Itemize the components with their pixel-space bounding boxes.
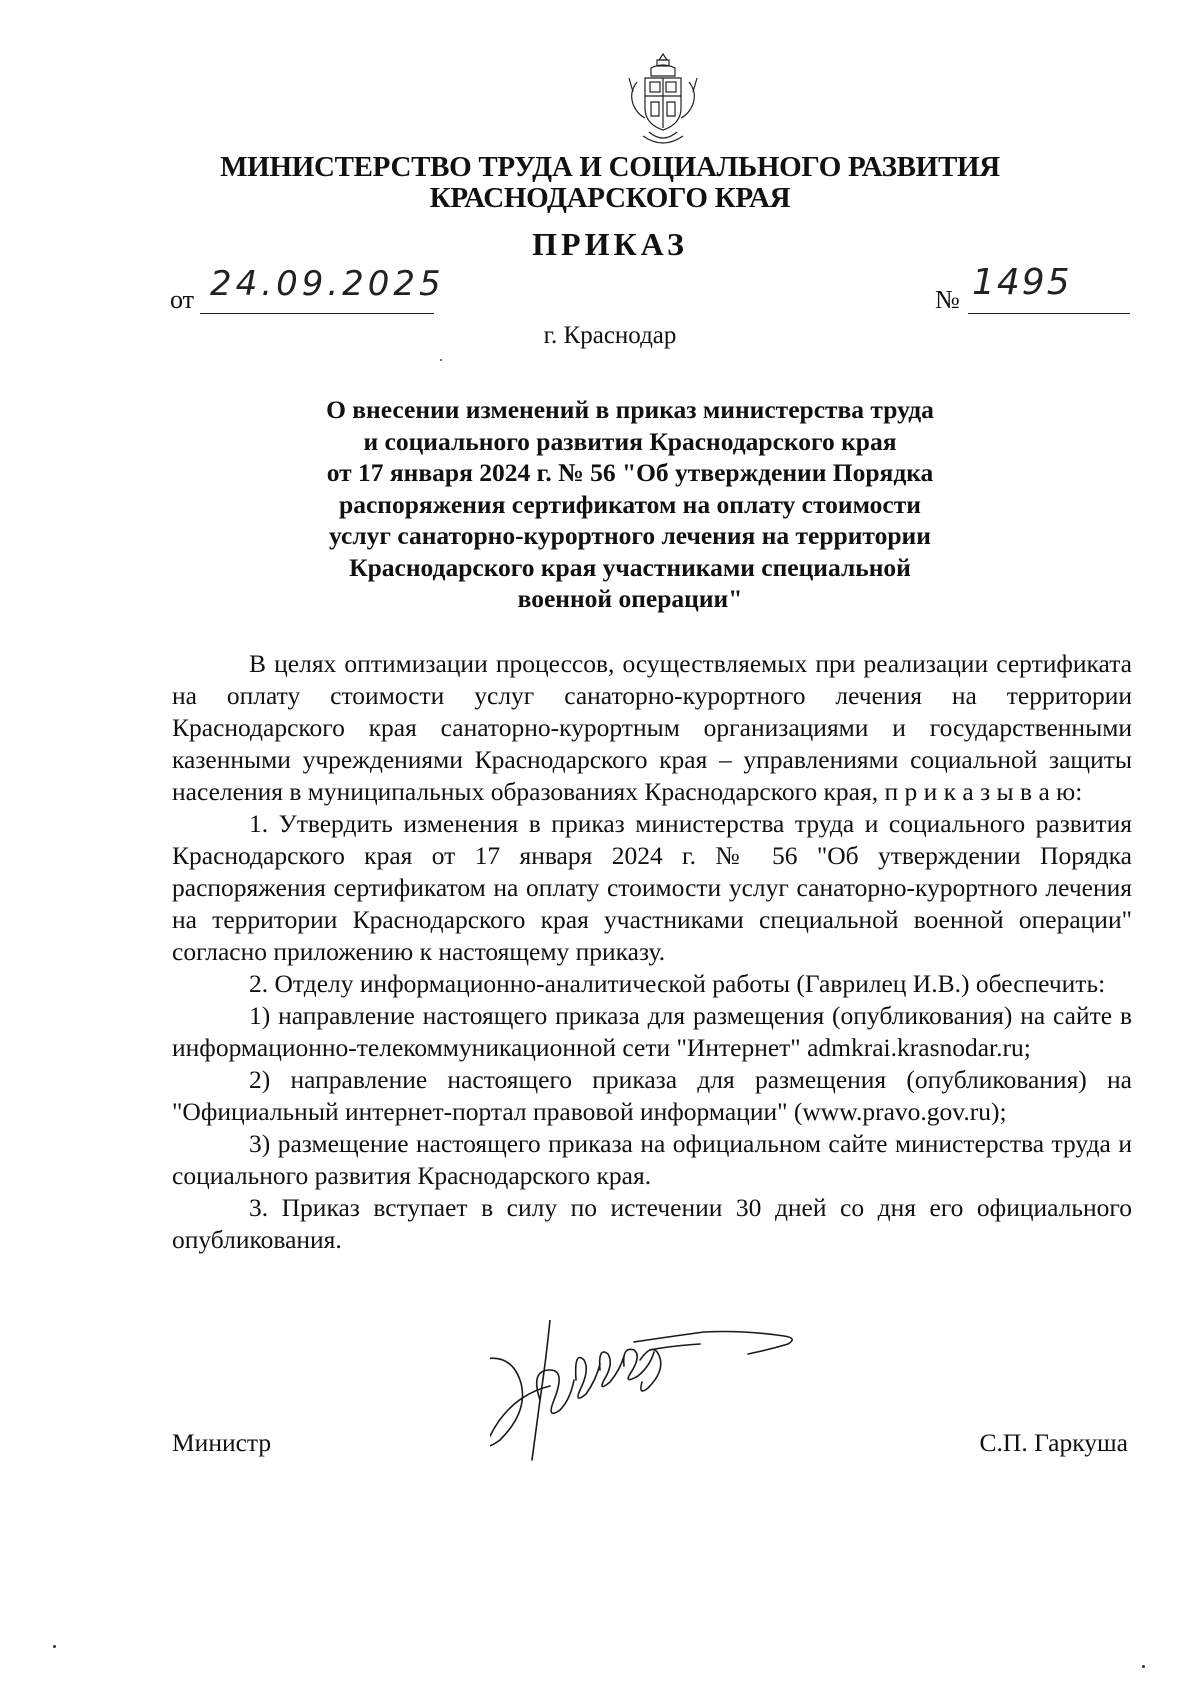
document-body bbox=[172, 648, 1132, 1256]
scan-speck bbox=[1142, 1665, 1145, 1668]
document-number: 1495 bbox=[972, 262, 1072, 303]
signatory-role: Министр bbox=[172, 1428, 272, 1457]
item-2-subitem-2: 2) направление настоящего приказа для размещения (опубликования) на "Официальный интернет-портал правовой информации" (www.pravo.gov.ru); bbox=[172, 1065, 1132, 1126]
date-prefix: от bbox=[170, 285, 195, 314]
document-type: ПРИКАЗ bbox=[532, 226, 688, 262]
handwritten-signature-icon bbox=[490, 1320, 850, 1470]
date-underline bbox=[200, 313, 434, 314]
title-line: Краснодарского края участниками специальной bbox=[349, 552, 911, 582]
title-line: О внесении изменений в приказ министерства труда bbox=[326, 395, 934, 424]
scan-speck bbox=[53, 1645, 56, 1648]
city: г. Краснодар bbox=[543, 322, 677, 349]
preamble-paragraph: В целях оптимизации процессов, осуществляемых при реализации сертификата на оплату стоимости услуг санаторно-курортного лечения на территории Краснодарского края санаторно-курортным организациями и государственными казенными учреждениями Краснодарского края – управлениями социальной защиты населения в муниципальных образованиях Краснодарского края, п р и к а з ы в а ю: bbox=[172, 649, 1132, 806]
item-2-subitem-1: 1) направление настоящего приказа для размещения (опубликования) на сайте в информационно-телекоммуникационной сети "Интернет" admkrai.krasnodar.ru; bbox=[172, 1001, 1132, 1062]
ministry-name-line-2: КРАСНОДАРСКОГО КРАЯ bbox=[429, 182, 791, 214]
title-line: и социального развития Краснодарского края bbox=[363, 426, 897, 456]
title-line: военной операции" bbox=[517, 584, 743, 613]
number-underline bbox=[968, 313, 1130, 314]
document-date: 24.09.2025 bbox=[210, 264, 445, 304]
title-line: услуг санаторно-курортного лечения на территории bbox=[329, 521, 931, 550]
ministry-name-line-1: МИНИСТЕРСТВО ТРУДА И СОЦИАЛЬНОГО РАЗВИТИЯ bbox=[220, 151, 1000, 183]
item-2: 2. Отделу информационно-аналитической работы (Гаврилец И.В.) обеспечить: bbox=[249, 969, 1106, 998]
item-3: 3. Приказ вступает в силу по истечении 30 дней со дня его официального опубликования. bbox=[172, 1193, 1132, 1254]
document-title bbox=[250, 394, 1010, 615]
scan-speck bbox=[440, 359, 442, 361]
krasnodar-coat-of-arms-icon bbox=[623, 52, 703, 147]
item-1: 1. Утвердить изменения в приказ министерства труда и социального развития Краснодарского края от 17 января 2024 г. № 56 "Об утверждении Порядка распоряжения сертификатом на оплату стоимости услуг санаторно-курортного лечения на территории Краснодарского края участниками специальной военной операции" согласно приложению к настоящему приказу. bbox=[172, 809, 1132, 966]
title-line: распоряжения сертификатом на оплату стоимости bbox=[339, 489, 921, 519]
title-line: от 17 января 2024 г. № 56 "Об утверждении Порядка bbox=[326, 458, 934, 487]
signatory-name: С.П. Гаркуша bbox=[979, 1428, 1128, 1457]
number-prefix: № bbox=[935, 285, 960, 314]
item-2-subitem-3: 3) размещение настоящего приказа на официальном сайте министерства труда и социального развития Краснодарского края. bbox=[172, 1129, 1132, 1190]
